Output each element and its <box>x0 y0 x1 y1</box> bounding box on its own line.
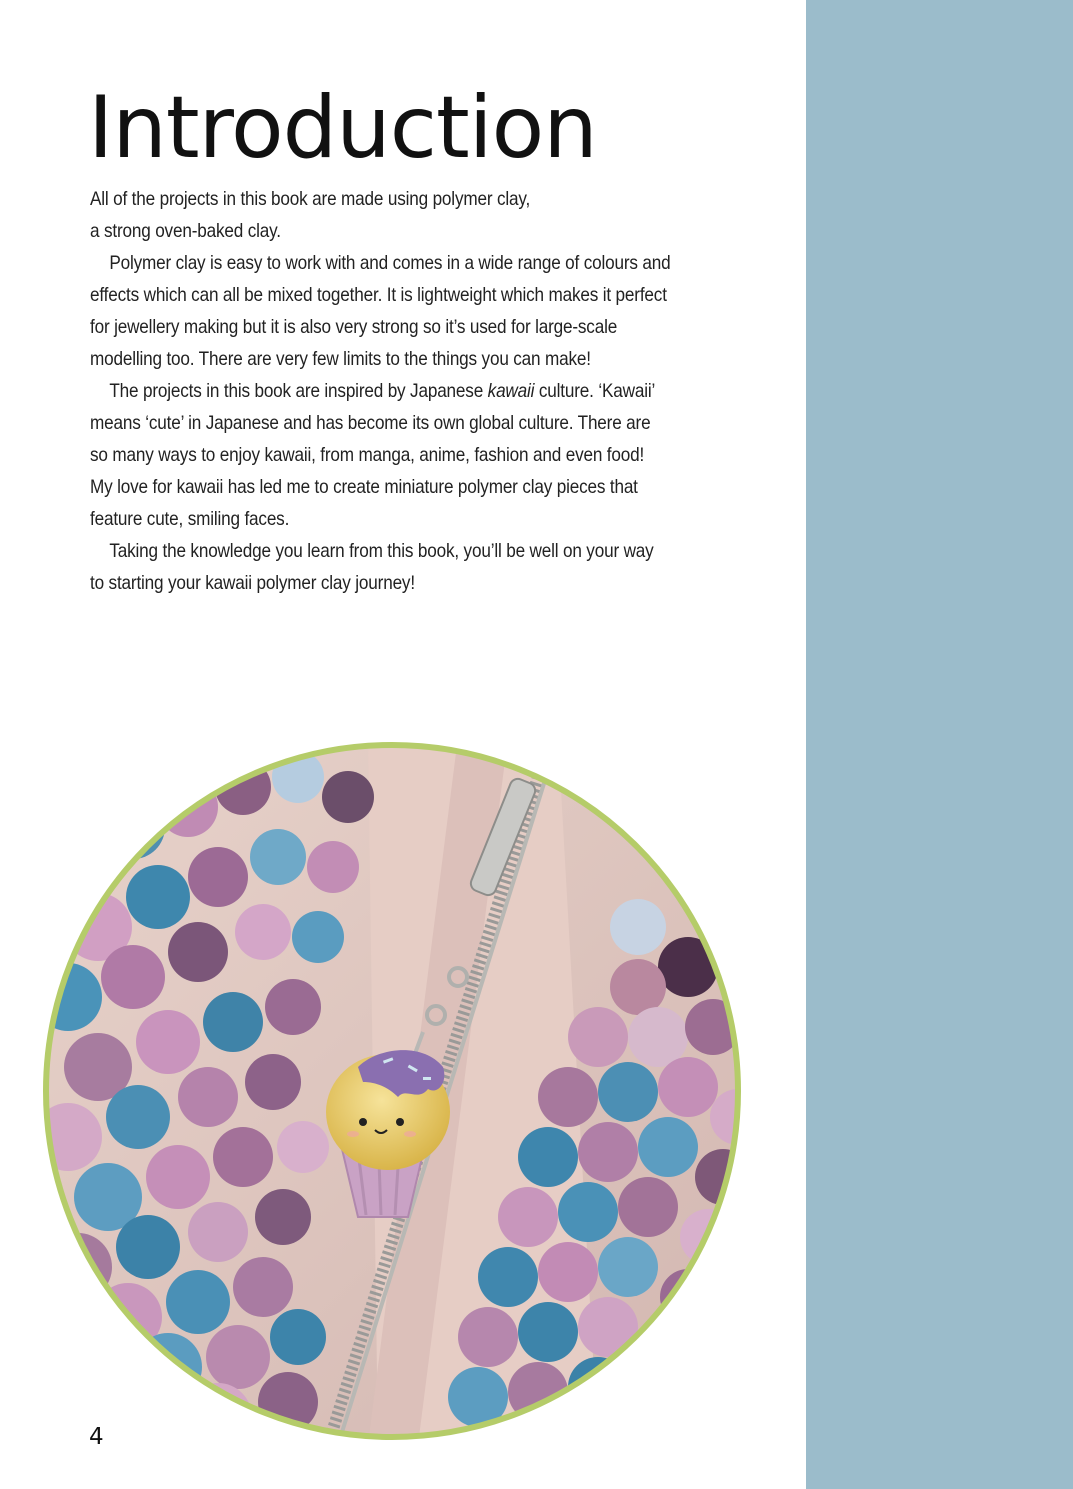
paragraph-3 <box>90 375 671 535</box>
page-title: Introduction <box>88 78 597 178</box>
paragraph-3-start: The projects in this book are inspired by Japanese <box>109 380 488 402</box>
page-number: 4 <box>89 1424 104 1450</box>
paragraph-1-line-1: All of the projects in this book are made using polymer clay, <box>90 188 531 210</box>
intro-body <box>90 183 671 599</box>
paragraph-3-emphasis: kawaii <box>487 380 535 402</box>
paragraph-4: Taking the knowledge you learn from this book, you’ll be well on your way to starting your kawaii polymer clay journey! <box>90 540 654 594</box>
cupcake-charm-photo <box>38 737 746 1445</box>
paragraph-2: Polymer clay is easy to work with and comes in a wide range of colours and effects which can all be mixed together. It is lightweight which makes it perfect for jewellery making but it is also very strong so it’s used for large-scale modelling too. There are very few limits to the things you can make! <box>90 252 671 370</box>
paragraph-1-line-2: a strong oven-baked clay. <box>90 220 281 242</box>
paragraph-1 <box>90 183 671 247</box>
sidebar-color-band <box>806 0 1073 1489</box>
paragraph-3-end: culture. ‘Kawaii’ means ‘cute’ in Japanese and has become its own global culture. There are so many ways to enjoy kawaii, from manga, anime, fashion and even food! My love for kawaii has led me to create miniature polymer clay pieces that feature cute, smiling faces. <box>90 380 655 530</box>
